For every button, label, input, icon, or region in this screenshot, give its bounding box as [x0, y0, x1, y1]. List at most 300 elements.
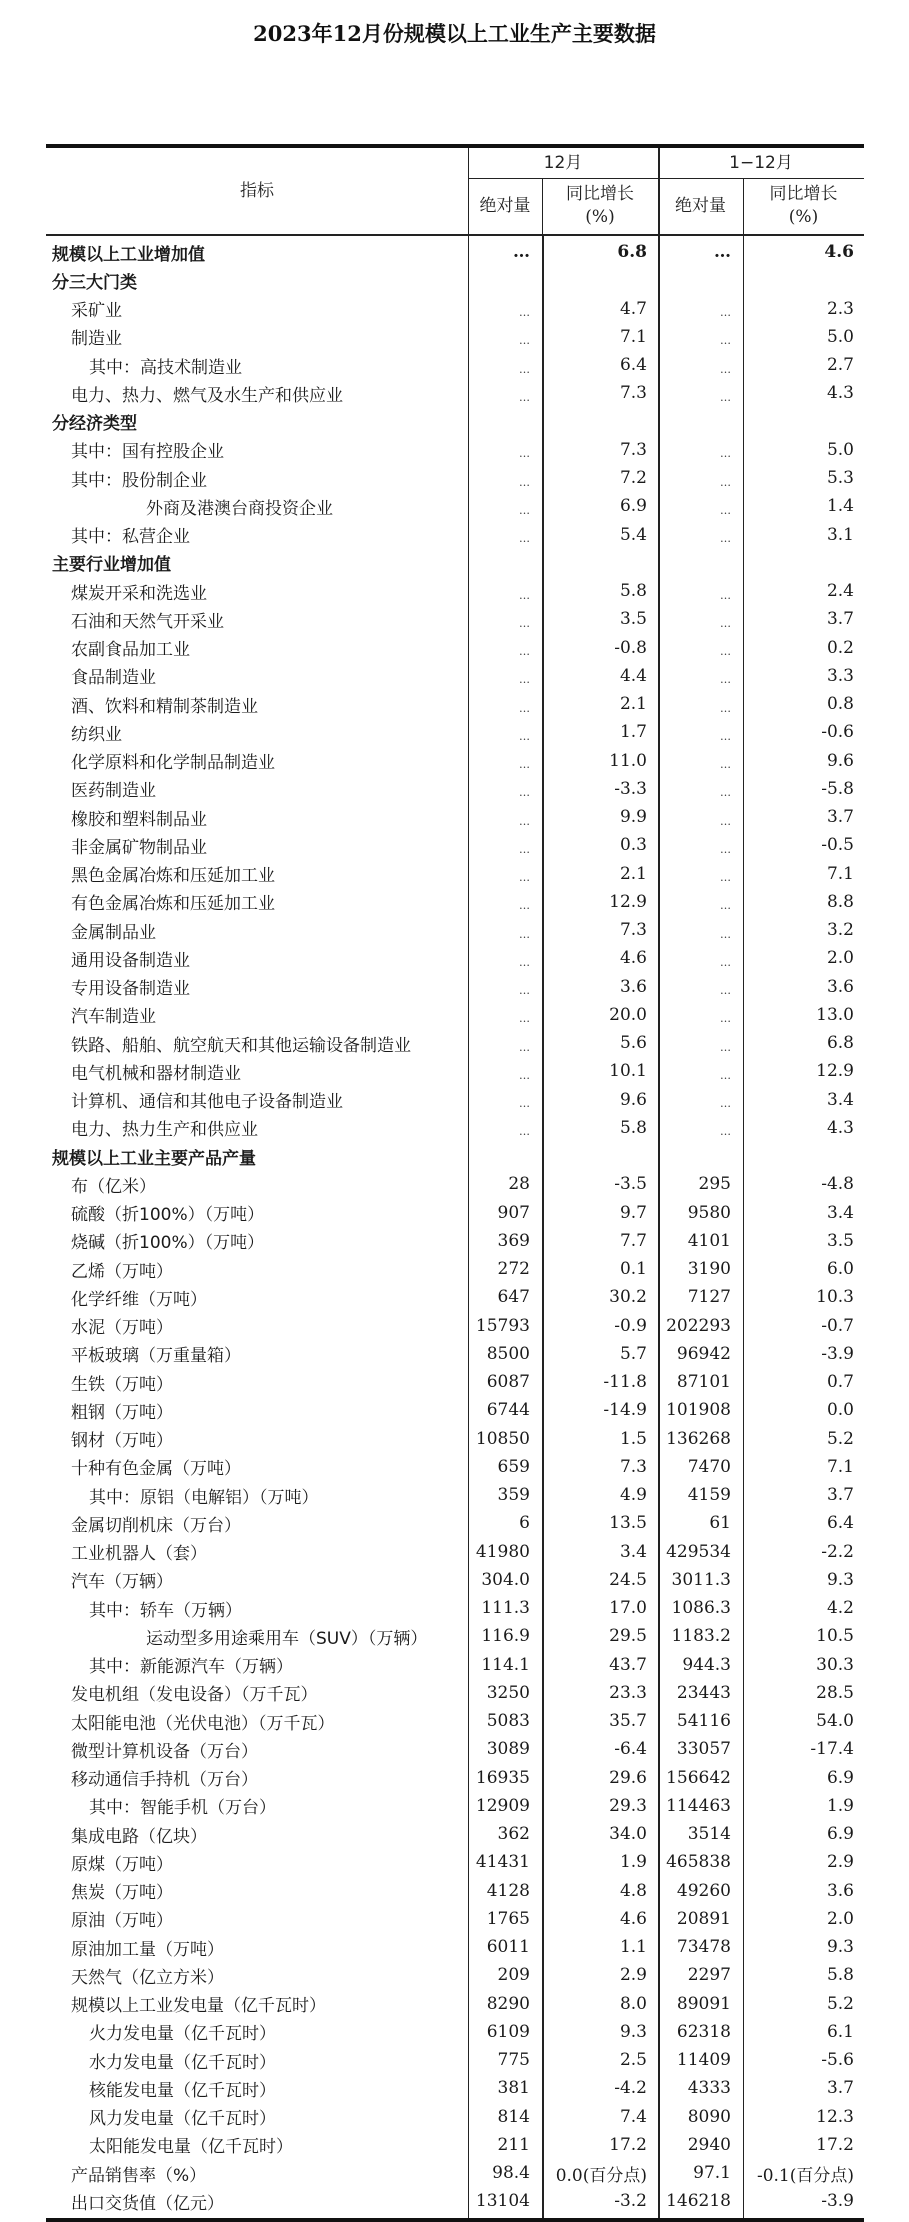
row-label: 硫酸（折100%）（万吨）	[71, 1205, 265, 1226]
ytd-absolute-value: 136268	[666, 1428, 731, 1449]
ytd-yoy-value: 7.1	[826, 1456, 854, 1477]
ytd-yoy-value: 9.3	[826, 1937, 854, 1958]
ytd-yoy-value: -0.1(百分点)	[756, 2165, 854, 2186]
table-row	[46, 464, 864, 492]
month-absolute-value: …	[519, 616, 530, 630]
table-row	[46, 1707, 864, 1735]
month-absolute-value: …	[519, 362, 530, 376]
header-ytd-yoy	[743, 178, 864, 234]
ytd-absolute-value: 49260	[676, 1880, 731, 1901]
row-label: 汽车制造业	[71, 1007, 156, 1028]
table-row	[46, 860, 864, 888]
ytd-absolute-value: …	[720, 758, 731, 772]
ytd-yoy-value: 4.3	[826, 1117, 854, 1138]
ytd-yoy-value: 6.1	[826, 2021, 854, 2042]
ytd-yoy-value: 3.7	[826, 1485, 854, 1506]
ytd-yoy-value: 3.3	[826, 665, 854, 686]
month-yoy-value: 30.2	[609, 1287, 647, 1308]
ytd-absolute-value: …	[720, 616, 731, 630]
ytd-absolute-value: 11409	[676, 2050, 731, 2071]
month-yoy-value: 1.9	[619, 1852, 647, 1873]
table-row	[46, 1114, 864, 1142]
table-row	[46, 2131, 864, 2159]
month-absolute-value: …	[519, 871, 530, 885]
ytd-absolute-value: …	[720, 927, 731, 941]
ytd-absolute-value: 202293	[666, 1315, 731, 1336]
header-vline-a	[468, 148, 469, 234]
month-yoy-value: 3.4	[619, 1541, 647, 1562]
month-absolute-value: …	[519, 503, 530, 517]
row-label: 铁路、船舶、航空航天和其他运输设备制造业	[71, 1035, 411, 1056]
ytd-yoy-value: 6.9	[826, 1767, 854, 1788]
row-label: 主要行业增加值	[52, 555, 171, 576]
month-absolute-value: 114.1	[481, 1654, 530, 1675]
month-yoy-value: 43.7	[609, 1654, 647, 1675]
table-row	[46, 238, 864, 266]
row-label: 黑色金属冶炼和压延加工业	[71, 866, 275, 887]
month-yoy-value: 13.5	[609, 1513, 647, 1534]
month-yoy-value: 1.5	[619, 1428, 647, 1449]
ytd-yoy-value: 17.2	[816, 2134, 854, 2155]
table-row	[46, 662, 864, 690]
ytd-absolute-value: 2297	[687, 1965, 731, 1986]
month-absolute-value: 1765	[486, 1908, 530, 1929]
table-row	[46, 1679, 864, 1707]
ytd-absolute-value: …	[720, 503, 731, 517]
row-label: 其中：智能手机（万台）	[89, 1798, 276, 1819]
ytd-yoy-value: -0.7	[821, 1315, 854, 1336]
month-yoy-value: 3.6	[619, 976, 647, 997]
row-label: 医药制造业	[71, 781, 156, 802]
table-row	[46, 1255, 864, 1283]
month-absolute-value: 10850	[475, 1428, 530, 1449]
table-row	[46, 577, 864, 605]
ytd-absolute-value: 61	[709, 1513, 731, 1534]
month-absolute-value: …	[519, 899, 530, 913]
ytd-absolute-value: 3190	[687, 1259, 731, 1280]
ytd-absolute-value: …	[720, 899, 731, 913]
row-label: 火力发电量（亿千瓦时）	[89, 2024, 276, 2045]
table-row	[46, 1368, 864, 1396]
row-label: 橡胶和塑料制品业	[71, 809, 207, 830]
month-absolute-value: …	[519, 645, 530, 659]
month-yoy-value: 2.5	[619, 2050, 647, 2071]
ytd-yoy-value: 28.5	[816, 1682, 854, 1703]
header-ytd-yoy-line1: 同比增长	[769, 184, 838, 205]
ytd-yoy-value: 2.4	[826, 581, 854, 602]
ytd-yoy-value: 3.7	[826, 807, 854, 828]
ytd-absolute-value: …	[720, 334, 731, 348]
ytd-absolute-value: 33057	[676, 1739, 731, 1760]
month-yoy-value: 1.1	[619, 1937, 647, 1958]
ytd-absolute-value: 23443	[676, 1682, 731, 1703]
table-row	[46, 1792, 864, 1820]
ytd-absolute-value: …	[720, 984, 731, 998]
ytd-yoy-value: 2.9	[826, 1852, 854, 1873]
table-row	[46, 803, 864, 831]
ytd-yoy-value: 9.3	[826, 1569, 854, 1590]
row-label: 原油（万吨）	[71, 1911, 173, 1932]
table-row	[46, 521, 864, 549]
table-row	[46, 266, 864, 294]
ytd-absolute-value: …	[720, 786, 731, 800]
ytd-yoy-value: 0.2	[826, 637, 854, 658]
row-label: 太阳能发电量（亿千瓦时）	[89, 2137, 293, 2158]
row-label: 其中：新能源汽车（万辆）	[89, 1657, 293, 1678]
ytd-yoy-value: -3.9	[821, 2191, 854, 2212]
data-table	[46, 144, 864, 2222]
month-yoy-value: 5.4	[619, 524, 647, 545]
table-row	[46, 323, 864, 351]
table-row	[46, 2159, 864, 2187]
row-label: 其中：股份制企业	[71, 470, 207, 491]
table-row	[46, 379, 864, 407]
ytd-yoy-value: 3.5	[826, 1230, 854, 1251]
table-row	[46, 944, 864, 972]
ytd-absolute-value: 96942	[676, 1343, 731, 1364]
row-label: 其中：原铝（电解铝）（万吨）	[89, 1487, 319, 1508]
header-ytd-yoy-line2: (%)	[788, 207, 819, 227]
ytd-yoy-value: 2.3	[826, 298, 854, 319]
table-row	[46, 1905, 864, 1933]
row-label: 工业机器人（套）	[71, 1544, 207, 1565]
row-label: 移动通信手持机（万台）	[71, 1770, 258, 1791]
month-yoy-value: 9.9	[619, 807, 647, 828]
ytd-yoy-value: 6.8	[826, 1033, 854, 1054]
month-absolute-value: 98.4	[492, 2163, 530, 2184]
month-yoy-value: 2.1	[619, 863, 647, 884]
table-row	[46, 1990, 864, 2018]
ytd-yoy-value: 0.7	[826, 1372, 854, 1393]
ytd-absolute-value: …	[720, 475, 731, 489]
header-ytd-absolute: 绝对量	[675, 195, 726, 216]
table-row	[46, 1425, 864, 1453]
month-yoy-value: 9.7	[619, 1202, 647, 1223]
ytd-yoy-value: 7.1	[826, 863, 854, 884]
row-label: 煤炭开采和洗选业	[71, 583, 207, 604]
ytd-yoy-value: -5.8	[821, 778, 854, 799]
row-label: 其中：高技术制造业	[89, 357, 242, 378]
table-row	[46, 1396, 864, 1424]
month-absolute-value: 907	[497, 1202, 530, 1223]
ytd-yoy-value: 10.5	[816, 1626, 854, 1647]
row-label: 太阳能电池（光伏电池）（万千瓦）	[71, 1713, 335, 1734]
table-row	[46, 1820, 864, 1848]
ytd-yoy-value: 12.3	[816, 2106, 854, 2127]
month-absolute-value: …	[519, 1097, 530, 1111]
ytd-absolute-value: …	[720, 588, 731, 602]
row-label: 集成电路（亿块）	[71, 1826, 207, 1847]
ytd-yoy-value: 3.2	[826, 920, 854, 941]
ytd-yoy-value: 5.2	[826, 1993, 854, 2014]
table-row	[46, 1538, 864, 1566]
table-row	[46, 888, 864, 916]
month-yoy-value: 10.1	[609, 1061, 647, 1082]
month-absolute-value: …	[519, 786, 530, 800]
header-vline-b	[542, 178, 543, 234]
table-row	[46, 408, 864, 436]
month-yoy-value: 2.1	[619, 694, 647, 715]
ytd-yoy-value: -0.6	[821, 722, 854, 743]
month-absolute-value: 6	[519, 1513, 530, 1534]
ytd-yoy-value: 5.0	[826, 326, 854, 347]
table-row	[46, 1029, 864, 1057]
month-absolute-value: 16935	[475, 1767, 530, 1788]
ytd-yoy-value: 2.0	[826, 1908, 854, 1929]
ytd-absolute-value: …	[720, 645, 731, 659]
row-label: 核能发电量（亿千瓦时）	[89, 2080, 276, 2101]
month-absolute-value: 15793	[475, 1315, 530, 1336]
month-absolute-value: 28	[508, 1174, 530, 1195]
row-label: 采矿业	[71, 301, 122, 322]
row-label: 布（亿米）	[71, 1176, 156, 1197]
month-absolute-value: 6011	[486, 1937, 530, 1958]
month-absolute-value: …	[519, 588, 530, 602]
ytd-yoy-value: 3.4	[826, 1089, 854, 1110]
month-absolute-value: …	[519, 1068, 530, 1082]
header-period-month: 12月	[543, 152, 583, 173]
row-label: 其中：轿车（万辆）	[89, 1600, 242, 1621]
ytd-absolute-value: 4333	[687, 2078, 731, 2099]
month-absolute-value: 209	[497, 1965, 530, 1986]
table-row	[46, 1283, 864, 1311]
table-header	[46, 148, 864, 236]
month-absolute-value: 362	[497, 1824, 530, 1845]
table-row	[46, 2018, 864, 2046]
month-absolute-value: …	[519, 1040, 530, 1054]
month-absolute-value: 304.0	[481, 1569, 530, 1590]
month-yoy-value: 34.0	[609, 1824, 647, 1845]
month-yoy-value: 7.3	[619, 383, 647, 404]
month-absolute-value: …	[519, 927, 530, 941]
table-row	[46, 747, 864, 775]
ytd-absolute-value: 4159	[687, 1485, 731, 1506]
ytd-yoy-value: 1.9	[826, 1795, 854, 1816]
month-absolute-value: 116.9	[481, 1626, 530, 1647]
ytd-yoy-value: 3.6	[826, 976, 854, 997]
month-yoy-value: 5.8	[619, 581, 647, 602]
month-yoy-value: 6.8	[617, 242, 647, 263]
table-row	[46, 1933, 864, 1961]
month-absolute-value: …	[519, 475, 530, 489]
month-absolute-value: 359	[497, 1485, 530, 1506]
table-row	[46, 1086, 864, 1114]
row-label: 产品销售率（%）	[71, 2165, 207, 2186]
ytd-yoy-value: 5.8	[826, 1965, 854, 1986]
ytd-yoy-value: 54.0	[816, 1711, 854, 1732]
ytd-yoy-value: 6.0	[826, 1259, 854, 1280]
ytd-absolute-value: 9580	[687, 1202, 731, 1223]
table-row	[46, 1453, 864, 1481]
ytd-absolute-value: 2940	[687, 2134, 731, 2155]
month-absolute-value: …	[519, 673, 530, 687]
table-row	[46, 1142, 864, 1170]
month-absolute-value: 369	[497, 1230, 530, 1251]
row-label: 食品制造业	[71, 668, 156, 689]
ytd-absolute-value: …	[720, 532, 731, 546]
ytd-absolute-value: 7127	[687, 1287, 731, 1308]
month-yoy-value: 4.4	[619, 665, 647, 686]
table-row	[46, 605, 864, 633]
row-label: 有色金属冶炼和压延加工业	[71, 894, 275, 915]
row-label: 计算机、通信和其他电子设备制造业	[71, 1092, 343, 1113]
month-yoy-value: 7.7	[619, 1230, 647, 1251]
header-month-yoy-line2: (%)	[585, 207, 615, 227]
month-absolute-value: 3089	[486, 1739, 530, 1760]
month-yoy-value: 6.9	[619, 496, 647, 517]
row-label: 十种有色金属（万吨）	[71, 1459, 241, 1480]
month-absolute-value: …	[519, 306, 530, 320]
month-absolute-value: 3250	[486, 1682, 530, 1703]
ytd-yoy-value: 5.0	[826, 439, 854, 460]
month-yoy-value: -14.9	[603, 1400, 647, 1421]
table-row	[46, 916, 864, 944]
table-row	[46, 1735, 864, 1763]
ytd-yoy-value: 1.4	[826, 496, 854, 517]
ytd-absolute-value: …	[720, 1040, 731, 1054]
ytd-yoy-value: -0.5	[821, 835, 854, 856]
row-label: 金属切削机床（万台）	[71, 1515, 241, 1536]
row-label: 石油和天然气开采业	[71, 611, 224, 632]
row-label: 电力、热力生产和供应业	[71, 1120, 258, 1141]
month-yoy-value: 4.6	[619, 1908, 647, 1929]
ytd-absolute-value: 944.3	[682, 1654, 731, 1675]
month-yoy-value: 3.5	[619, 609, 647, 630]
row-label: 汽车（万辆）	[71, 1572, 173, 1593]
ytd-yoy-value: 3.6	[826, 1880, 854, 1901]
table-row	[46, 1481, 864, 1509]
month-yoy-value: 4.8	[619, 1880, 647, 1901]
month-yoy-value: 12.9	[609, 891, 647, 912]
month-yoy-value: 20.0	[609, 1004, 647, 1025]
table-row	[46, 831, 864, 859]
month-yoy-value: 23.3	[609, 1682, 647, 1703]
ytd-absolute-value: …	[720, 842, 731, 856]
ytd-yoy-value: -3.9	[821, 1343, 854, 1364]
ytd-absolute-value: 1086.3	[671, 1598, 731, 1619]
row-label: 水泥（万吨）	[71, 1318, 173, 1339]
ytd-absolute-value: 4101	[687, 1230, 731, 1251]
ytd-absolute-value: …	[720, 729, 731, 743]
ytd-absolute-value: …	[720, 306, 731, 320]
ytd-absolute-value: 62318	[676, 2021, 731, 2042]
row-label: 微型计算机设备（万台）	[71, 1741, 258, 1762]
row-label: 化学纤维（万吨）	[71, 1289, 207, 1310]
row-label: 生铁（万吨）	[71, 1374, 173, 1395]
ytd-absolute-value: …	[720, 814, 731, 828]
ytd-absolute-value: …	[720, 390, 731, 404]
ytd-absolute-value: …	[720, 1012, 731, 1026]
ytd-yoy-value: 2.0	[826, 948, 854, 969]
month-absolute-value: 6109	[486, 2021, 530, 2042]
row-label: 规模以上工业主要产品产量	[52, 1148, 256, 1169]
row-label: 烧碱（折100%）（万吨）	[71, 1233, 265, 1254]
table-body	[46, 236, 864, 2218]
month-absolute-value: 647	[497, 1287, 530, 1308]
table-row	[46, 1227, 864, 1255]
row-label: 原油加工量（万吨）	[71, 1939, 224, 1960]
month-absolute-value: 814	[497, 2106, 530, 2127]
month-absolute-value: 6744	[486, 1400, 530, 1421]
table-row	[46, 690, 864, 718]
row-label: 纺织业	[71, 724, 122, 745]
row-label: 制造业	[71, 329, 122, 350]
month-yoy-value: 24.5	[609, 1569, 647, 1590]
table-row	[46, 718, 864, 746]
row-label: 分三大门类	[52, 272, 137, 293]
month-yoy-value: 2.9	[619, 1965, 647, 1986]
month-yoy-value: 17.2	[609, 2134, 647, 2155]
month-absolute-value: 8290	[486, 1993, 530, 2014]
ytd-absolute-value: 97.1	[693, 2163, 731, 2184]
month-yoy-value: -0.8	[614, 637, 647, 658]
ytd-yoy-value: 4.2	[826, 1598, 854, 1619]
header-period-ytd: 1−12月	[729, 152, 793, 173]
month-yoy-value: 7.3	[619, 920, 647, 941]
month-absolute-value: …	[519, 447, 530, 461]
month-yoy-value: 7.3	[619, 1456, 647, 1477]
ytd-yoy-value: 0.8	[826, 694, 854, 715]
month-absolute-value: …	[519, 814, 530, 828]
ytd-yoy-value: 0.0	[826, 1400, 854, 1421]
month-absolute-value: 111.3	[481, 1598, 530, 1619]
header-divider	[468, 178, 864, 179]
month-yoy-value: -3.3	[614, 778, 647, 799]
month-absolute-value: 41980	[475, 1541, 530, 1562]
row-label: 原煤（万吨）	[71, 1854, 173, 1875]
month-yoy-value: 7.1	[619, 326, 647, 347]
month-yoy-value: 7.4	[619, 2106, 647, 2127]
month-yoy-value: 5.6	[619, 1033, 647, 1054]
table-row	[46, 2046, 864, 2074]
month-yoy-value: 5.8	[619, 1117, 647, 1138]
ytd-absolute-value: …	[720, 1068, 731, 1082]
month-yoy-value: 4.7	[619, 298, 647, 319]
ytd-yoy-value: 4.3	[826, 383, 854, 404]
ytd-absolute-value: 146218	[666, 2191, 731, 2212]
month-absolute-value: …	[519, 984, 530, 998]
table-row	[46, 1622, 864, 1650]
table-row	[46, 1764, 864, 1792]
ytd-yoy-value: -5.6	[821, 2050, 854, 2071]
ytd-absolute-value: 54116	[676, 1711, 731, 1732]
ytd-yoy-value: 10.3	[816, 1287, 854, 1308]
month-absolute-value: 8500	[486, 1343, 530, 1364]
row-label: 电力、热力、燃气及水生产和供应业	[71, 385, 343, 406]
month-absolute-value: 13104	[475, 2191, 530, 2212]
table-row	[46, 1312, 864, 1340]
row-label: 出口交货值（亿元）	[71, 2193, 224, 2214]
ytd-absolute-value: …	[720, 673, 731, 687]
month-yoy-value: 6.4	[619, 355, 647, 376]
row-label: 通用设备制造业	[71, 950, 190, 971]
month-absolute-value: 381	[497, 2078, 530, 2099]
ytd-yoy-value: -17.4	[810, 1739, 854, 1760]
row-label: 焦炭（万吨）	[71, 1883, 173, 1904]
ytd-absolute-value: …	[720, 1125, 731, 1139]
month-yoy-value: -0.9	[614, 1315, 647, 1336]
month-yoy-value: 11.0	[609, 750, 647, 771]
ytd-absolute-value: 465838	[666, 1852, 731, 1873]
month-absolute-value: 775	[497, 2050, 530, 2071]
row-label: 金属制品业	[71, 922, 156, 943]
table-row	[46, 295, 864, 323]
month-yoy-value: 8.0	[619, 1993, 647, 2014]
month-yoy-value: 29.5	[609, 1626, 647, 1647]
table-row	[46, 1509, 864, 1537]
month-absolute-value: 41431	[475, 1852, 530, 1873]
row-label: 化学原料和化学制品制造业	[71, 753, 275, 774]
